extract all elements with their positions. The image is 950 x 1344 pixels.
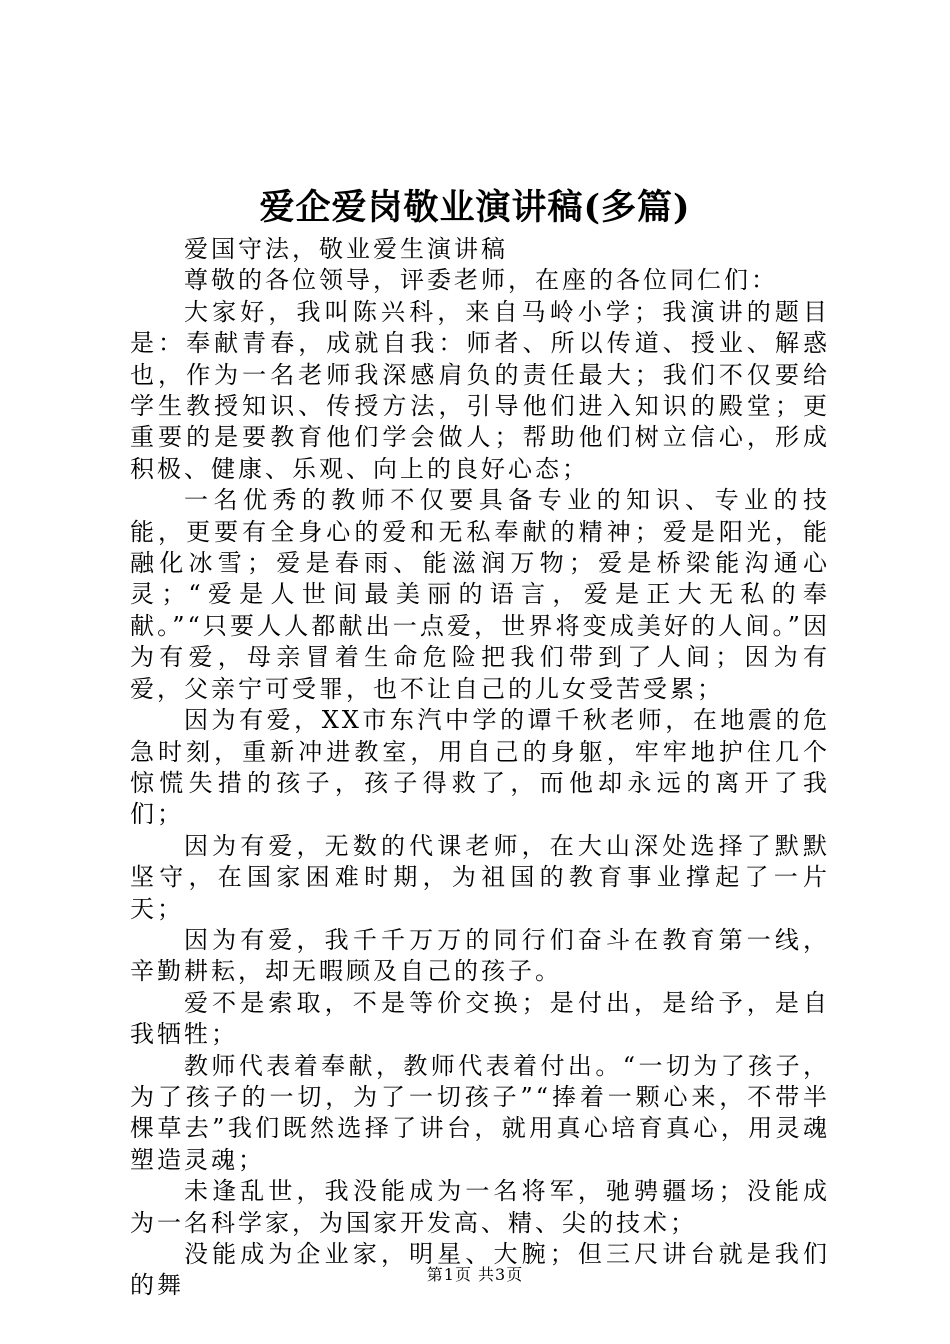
- document-body: [130, 234, 830, 1302]
- paragraph-11: 没能成为企业家，明星、大腕；但三尺讲台就是我们的舞: [130, 1240, 830, 1300]
- paragraph-2: 尊敬的各位领导，评委老师，在座的各位同仁们：: [184, 266, 778, 295]
- paragraph-4: 一名优秀的教师不仅要具备专业的知识、专业的技能，更要有全身心的爱和无私奉献的精神；爱是阳光，能融化冰雪；爱是春雨、能滋润万物；爱是桥梁能沟通心灵；“爱是人世间最美丽的语言，爱是正大无私的奉献。”“只要人人都献出一点爱，世界将变成美好的人间。”因为有爱，母亲冒着生命危险把我们带到了人间；因为有爱，父亲宁可受罪，也不让自己的儿女受苦受累；: [130, 486, 830, 703]
- paragraph-1: 爱国守法，敬业爱生演讲稿: [184, 235, 508, 263]
- paragraph-10: 未逢乱世，我没能成为一名将军，驰骋疆场；没能成为一名科学家，为国家开发高、精、尖的技术；: [130, 1177, 830, 1237]
- paragraph-5: 因为有爱，XX市东汽中学的谭千秋老师，在地震的危急时刻，重新冲进教室，用自己的身躯，牢牢地护住几个惊慌失措的孩子，孩子得救了，而他却永远的离开了我们；: [130, 706, 830, 829]
- document-title: 爱企爱岗敬业演讲稿(多篇): [259, 187, 691, 228]
- paragraph-8: 爱不是索取，不是等价交换；是付出，是给予，是自我牺牲；: [130, 988, 830, 1049]
- paragraph-6: 因为有爱，无数的代课老师，在大山深处选择了默默坚守，在国家困难时期，为祖国的教育事业撑起了一片天；: [130, 831, 830, 923]
- page-footer: 第1页 共3页: [426, 1265, 524, 1284]
- paragraph-7: 因为有爱，我千千万万的同行们奋斗在教育第一线，辛勤耕耘，却无暇顾及自己的孩子。: [130, 925, 830, 986]
- paragraph-9: 教师代表着奉献，教师代表着付出。“一切为了孩子，为了孩子的一切，为了一切孩子”“捧着一颗心来，不带半棵草去”我们既然选择了讲台，就用真心培育真心，用灵魂塑造灵魂；: [130, 1051, 830, 1174]
- paragraph-3: 大家好，我叫陈兴科，来自马岭小学；我演讲的题目是：奉献青春，成就自我：师者、所以传道、授业、解惑也，作为一名老师我深感肩负的责任最大；我们不仅要给学生教授知识、传授方法，引导他们进入知识的殿堂；更重要的是要教育他们学会做人；帮助他们树立信心，形成积极、健康、乐观、向上的良好心态；: [130, 297, 830, 483]
